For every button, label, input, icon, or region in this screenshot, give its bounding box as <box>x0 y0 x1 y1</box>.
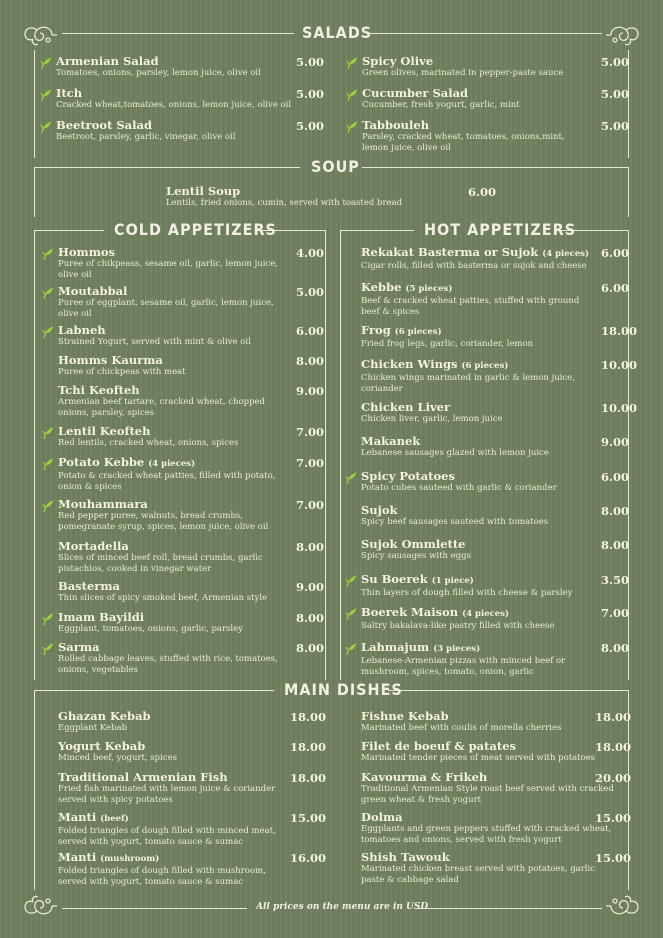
menu-item-description: Folded triangles of dough filled with minced meat, served with yogurt, tomato sauce & sumac <box>58 826 276 847</box>
menu-item-name <box>58 710 293 723</box>
leaf-icon <box>345 471 357 485</box>
menu-item-name <box>58 246 283 259</box>
menu-item-price: 8.00 <box>601 504 630 518</box>
menu-item-name <box>58 580 283 593</box>
menu-item-price: 18.00 <box>595 740 632 754</box>
menu-item-price: 5.00 <box>296 87 325 101</box>
menu-item-price: 18.00 <box>290 740 327 754</box>
menu-item-description: Folded triangles of dough filled with mushroom, served with yogurt, tomato sauce & sumac <box>58 866 266 887</box>
menu-item-description: Eggplant Kebab <box>58 723 128 733</box>
menu-item-description: Puree of eggplant, sesame oil, garlic, lemon juice, olive oil <box>58 298 274 319</box>
menu-item-price: 18.00 <box>290 771 327 785</box>
menu-item-name <box>166 185 456 198</box>
menu-item-quantity: (mushroom) <box>100 854 160 864</box>
menu-item-price: 6.00 <box>601 470 630 484</box>
menu-item-name-text: Dolma <box>361 810 403 824</box>
menu-item <box>361 281 591 317</box>
menu-item-name-text: Filet de boeuf & patates <box>361 739 516 753</box>
menu-item-name <box>361 641 591 656</box>
menu-item-description: Marinated chicken breast served with potatoes, garlic paste & cabbage salad <box>361 864 595 885</box>
menu-item-name-text: Manti <box>58 810 97 824</box>
leaf-icon <box>40 120 52 134</box>
menu-item <box>58 710 293 734</box>
menu-item-description: Red lentils, cracked wheat, onions, spices <box>58 438 239 448</box>
menu-item-description: Fried fish marinated with lemon juice & coriander served with spicy potatoes <box>58 784 276 805</box>
menu-item-name-text: Manti <box>58 850 97 864</box>
menu-item <box>361 641 591 677</box>
menu-item-price: 5.00 <box>296 285 325 299</box>
menu-item-description: Slices of minced beef roll, bread crumbs, garlic pistachios, cooked in vinegar water <box>58 553 263 574</box>
menu-item-price: 6.00 <box>468 185 497 199</box>
menu-item <box>361 811 616 845</box>
menu-item-price: 3.50 <box>601 573 630 587</box>
menu-item-name <box>58 354 283 367</box>
menu-item-name <box>361 470 591 483</box>
leaf-icon <box>42 499 54 513</box>
menu-item-price: 6.00 <box>601 246 630 260</box>
menu-item-name-text: Yogurt Kebab <box>58 739 146 753</box>
section-title-hot-appetizers: HOT APPETIZERS <box>424 220 577 239</box>
menu-item-name-text: Makanek <box>361 434 421 448</box>
menu-item-description: Eggplant, tomatoes, onions, garlic, parsley <box>58 624 243 634</box>
menu-item-name <box>361 246 591 261</box>
menu-item-name-text: Spicy Olive <box>362 54 434 68</box>
section-title-soup: SOUP <box>311 157 360 176</box>
menu-item-price: 6.00 <box>296 324 325 338</box>
menu-item-price: 15.00 <box>290 811 327 825</box>
menu-item-description: Cigar rolls, filled with basterma or sujok and cheese <box>361 261 587 271</box>
flourish-ornament-icon <box>605 22 641 48</box>
leaf-icon <box>345 607 357 621</box>
menu-item-price: 5.00 <box>601 87 630 101</box>
menu-item <box>58 324 283 348</box>
menu-item-name-text: Sujok Ommlette <box>361 537 466 551</box>
menu-item-price: 8.00 <box>296 641 325 655</box>
menu-item-price: 4.00 <box>296 246 325 260</box>
menu-item-name-text: Cucumber Salad <box>362 86 469 100</box>
menu-item-name-text: Chicken Liver <box>361 400 451 414</box>
flourish-ornament-icon <box>605 893 641 919</box>
menu-item-quantity: (beef) <box>100 814 129 824</box>
menu-item-description: Lebanese-Armenian pizzas with minced beef or mushroom, spices, tomato, onion, garlic <box>361 656 566 677</box>
menu-item-name-text: Mortadella <box>58 539 129 553</box>
menu-item <box>56 87 301 111</box>
menu-item <box>361 470 591 494</box>
menu-item <box>361 710 616 734</box>
menu-item <box>58 384 283 418</box>
menu-item <box>362 87 587 111</box>
menu-item-name-text: Potato Kebbe <box>58 455 145 469</box>
menu-item-price: 8.00 <box>296 540 325 554</box>
menu-item-name-text: Beetroot Salad <box>56 118 152 132</box>
menu-item-price: 5.00 <box>296 119 325 133</box>
menu-item-name <box>361 573 591 588</box>
flourish-ornament-icon <box>22 22 58 48</box>
menu-item-description: Lebanese sausages glazed with lemon juice <box>361 448 549 458</box>
menu-item-name-text: Basterma <box>58 579 120 593</box>
menu-item-name <box>58 324 283 337</box>
leaf-icon <box>42 286 54 300</box>
footer-note: All prices on the menu are in USD <box>256 902 429 912</box>
menu-item <box>361 851 616 885</box>
menu-item-description: Cracked wheat,tomatoes, onions, lemon juice, olive oil <box>56 100 292 110</box>
menu-item-price: 5.00 <box>601 119 630 133</box>
leaf-icon <box>42 247 54 261</box>
menu-item <box>58 811 293 847</box>
menu-item-description: Lentils, fried onions, cumin, served with toasted bread <box>166 198 403 208</box>
menu-item-description: Chicken wings marinated in garlic & lemon juice, coriander <box>361 373 575 394</box>
menu-item-name-text: Spicy Potatoes <box>361 469 455 483</box>
menu-item-name-text: Homms Kaurma <box>58 353 163 367</box>
menu-item-description: Red pepper puree, walnuts, bread crumbs, pomegranate syrup, spices, lemon juice, olive oil <box>58 511 269 532</box>
flourish-ornament-icon <box>22 893 58 919</box>
menu-item-name <box>58 285 283 298</box>
menu-item-quantity: (4 pieces) <box>542 249 590 259</box>
menu-item-price: 16.00 <box>290 851 327 865</box>
menu-item <box>166 185 456 209</box>
menu-item <box>58 498 283 532</box>
menu-item-description: Puree of chickpeas with meat <box>58 367 186 377</box>
menu-item-name <box>58 771 293 784</box>
menu-item <box>58 456 283 492</box>
menu-item <box>361 246 591 272</box>
menu-item-name <box>361 606 591 621</box>
menu-item-description: Potato & cracked wheat patties, filled with potato, onion & spices <box>58 471 276 492</box>
menu-item <box>58 740 293 764</box>
menu-item <box>58 851 293 887</box>
menu-item-description: Eggplants and green peppers stuffed with cracked wheat, tomatoes and onions, served with fresh yogurt <box>361 824 612 845</box>
menu-item-description: Saltry bakalava-like pastry filled with cheese <box>361 621 555 631</box>
menu-item-description: Marinated tender pieces of meat served with potatoes <box>361 753 596 763</box>
menu-item-description: Strained Yogurt, served with mint & olive oil <box>58 337 251 347</box>
menu-item <box>58 641 283 675</box>
menu-item-name <box>58 851 293 866</box>
menu-item-name-text: Labneh <box>58 323 106 337</box>
menu-item-name-text: Moutabbal <box>58 284 128 298</box>
menu-item-description: Fried frog legs, garlic, coriander, lemon <box>361 339 534 349</box>
menu-item-name <box>361 324 591 339</box>
menu-item-price: 20.00 <box>595 771 632 785</box>
leaf-icon <box>42 457 54 471</box>
menu-item-price: 10.00 <box>601 358 638 372</box>
menu-item <box>58 285 283 319</box>
menu-item-price: 8.00 <box>296 354 325 368</box>
menu-item-price: 8.00 <box>601 538 630 552</box>
menu-item-name-text: Tchi Keofteh <box>58 383 140 397</box>
menu-item-name-text: Fishne Kebab <box>361 709 449 723</box>
menu-item-name <box>362 87 587 100</box>
leaf-icon <box>42 426 54 440</box>
menu-item-description: Puree of chikpeass, sesame oil, garlic, lemon juice, olive oil <box>58 259 278 280</box>
menu-item-name <box>361 504 591 517</box>
leaf-icon <box>346 120 358 134</box>
menu-item-price: 15.00 <box>595 811 632 825</box>
menu-item-name <box>361 710 616 723</box>
menu-item-price: 5.00 <box>296 55 325 69</box>
menu-item-name-text: Imam Bayildi <box>58 610 145 624</box>
menu-item-name-text: Hommos <box>58 245 116 259</box>
menu-item <box>58 540 283 574</box>
menu-item-name <box>58 456 283 471</box>
menu-item-quantity: (3 pieces) <box>433 644 481 654</box>
menu-item <box>58 354 283 378</box>
leaf-icon <box>346 88 358 102</box>
menu-item-price: 7.00 <box>296 498 325 512</box>
menu-item <box>361 401 591 425</box>
menu-item-name <box>362 119 587 132</box>
menu-item-name-text: Su Boerek <box>361 572 428 586</box>
menu-item-quantity: (6 pieces) <box>394 327 442 337</box>
menu-item-description: Beef & cracked wheat patties, stuffed with ground beef & spices <box>361 296 580 317</box>
menu-item-name <box>361 538 591 551</box>
menu-item-name-text: Kavourma & Frikeh <box>361 770 488 784</box>
menu-item-price: 7.00 <box>296 456 325 470</box>
menu-item-name-text: Tabbouleh <box>362 118 430 132</box>
menu-item-name-text: Mouhammara <box>58 497 148 511</box>
menu-item-quantity: (1 piece) <box>431 576 474 586</box>
menu-item-name <box>58 498 283 511</box>
menu-item-name-text: Itch <box>56 86 83 100</box>
menu-item <box>361 435 591 459</box>
menu-item-price: 9.00 <box>296 580 325 594</box>
section-title-main-dishes: MAIN DISHES <box>284 680 403 699</box>
leaf-icon <box>346 56 358 70</box>
menu-item <box>58 580 283 604</box>
menu-item <box>361 573 591 599</box>
menu-item-name <box>58 425 283 438</box>
menu-item <box>56 119 301 143</box>
menu-item-quantity: (6 pieces) <box>461 361 509 371</box>
leaf-icon <box>42 612 54 626</box>
menu-item-price: 9.00 <box>296 384 325 398</box>
menu-item-name <box>361 281 591 296</box>
menu-item-description: Potato cubes sauteed with garlic & coriander <box>361 483 557 493</box>
menu-item-name <box>361 435 591 448</box>
menu-item-name-text: Traditional Armenian Fish <box>58 770 228 784</box>
menu-item-price: 8.00 <box>601 641 630 655</box>
menu-item-name <box>58 611 283 624</box>
leaf-icon <box>40 56 52 70</box>
menu-item <box>361 740 616 764</box>
menu-item <box>56 55 301 79</box>
menu-item-name <box>361 851 616 864</box>
menu-item-description: Marinated beef with coulis of morella cherries <box>361 723 562 733</box>
menu-item-quantity: (5 pieces) <box>405 284 453 294</box>
menu-item-name-text: Lentil Soup <box>166 184 241 198</box>
menu-item-name <box>361 358 591 373</box>
menu-item-name-text: Chicken Wings <box>361 357 458 371</box>
menu-item-name <box>58 740 293 753</box>
menu-item-name <box>58 540 283 553</box>
menu-item <box>58 611 283 635</box>
menu-item-price: 7.00 <box>296 425 325 439</box>
menu-item-name-text: Sarma <box>58 640 100 654</box>
menu-item <box>361 538 591 562</box>
menu-item-name <box>56 119 301 132</box>
menu-item <box>362 55 587 79</box>
menu-item <box>361 504 591 528</box>
menu-item-name <box>56 55 301 68</box>
leaf-icon <box>42 642 54 656</box>
menu-item-name-text: Ghazan Kebab <box>58 709 151 723</box>
menu-item-description: Cucumber, fresh yogurt, garlic, mint <box>362 100 520 110</box>
menu-item <box>362 119 587 153</box>
menu-item-name <box>58 384 283 397</box>
menu-item-price: 18.00 <box>601 324 638 338</box>
menu-item-description: Rolled cabbage leaves, stuffed with rice, tomatoes, onions, vegetables <box>58 654 278 675</box>
menu-item-description: Armenian beef tartare, cracked wheat, chopped onions, parsley, spices <box>58 397 265 418</box>
leaf-icon <box>345 574 357 588</box>
menu-item-price: 15.00 <box>595 851 632 865</box>
leaf-icon <box>42 325 54 339</box>
menu-item <box>361 771 616 805</box>
menu-item-name <box>362 55 587 68</box>
menu-item-name-text: Shish Tawouk <box>361 850 450 864</box>
section-title-salads: SALADS <box>302 23 373 42</box>
menu-item-price: 10.00 <box>601 401 638 415</box>
menu-item-description: Beetroot, parsley, garlic, vinegar, olive oil <box>56 132 236 142</box>
menu-item-price: 18.00 <box>595 710 632 724</box>
menu-item-description: Thin slices of spicy smoked beef, Armenian style <box>58 593 268 603</box>
menu-item-price: 6.00 <box>601 281 630 295</box>
menu-item-price: 5.00 <box>601 55 630 69</box>
menu-item-name-text: Kebbe <box>361 280 402 294</box>
menu-item-name-text: Lentil Keofteh <box>58 424 151 438</box>
menu-item-name-text: Rekakat Basterma or Sujok <box>361 245 539 259</box>
menu-item-name-text: Armenian Salad <box>56 54 159 68</box>
menu-item-description: Spicy beef sausages sauteed with tomatoes <box>361 517 549 527</box>
menu-item-quantity: (4 pieces) <box>148 459 196 469</box>
menu-item-name <box>58 641 283 654</box>
menu-item-description: Spicy sausages with eggs <box>361 551 471 561</box>
menu-item-description: Parsley, cracked wheat, tomatoes, onions,mint, lemon juice, olive oil <box>362 132 565 153</box>
menu-item <box>361 324 591 350</box>
menu-item-description: Traditional Armenian Style roast beef served with cracked green wheat & fresh yogurt <box>361 784 614 805</box>
menu-item <box>58 425 283 449</box>
menu-item <box>361 606 591 632</box>
leaf-icon <box>40 88 52 102</box>
menu-item <box>58 771 293 805</box>
menu-item-description: Tomatoes, onions, parsley, lemon juice, olive oil <box>56 68 261 78</box>
menu-item-price: 18.00 <box>290 710 327 724</box>
menu-item-description: Green olives, marinated in pepper-paste sauce <box>362 68 564 78</box>
menu-item-name <box>58 811 293 826</box>
menu-item-name-text: Frog <box>361 323 391 337</box>
menu-item-price: 7.00 <box>601 606 630 620</box>
menu-item-name <box>361 771 616 784</box>
menu-item-quantity: (4 pieces) <box>462 609 510 619</box>
menu-item-description: Chicken liver, garlic, lemon juice <box>361 414 503 424</box>
menu-item-name-text: Sujok <box>361 503 398 517</box>
menu-item-price: 8.00 <box>296 611 325 625</box>
menu-item-name-text: Lahmajum <box>361 640 430 654</box>
menu-item-name-text: Boerek Maison <box>361 605 459 619</box>
menu-item-description: Thin layers of dough filled with cheese & parsley <box>361 588 573 598</box>
menu-item-name <box>361 811 616 824</box>
menu-item <box>58 246 283 280</box>
menu-item-description: Minced beef, yogurt, spices <box>58 753 177 763</box>
menu-item-price: 9.00 <box>601 435 630 449</box>
menu-item <box>361 358 591 394</box>
menu-item-name <box>361 740 616 753</box>
menu-item-name <box>56 87 301 100</box>
section-title-cold-appetizers: COLD APPETIZERS <box>114 220 277 239</box>
leaf-icon <box>345 642 357 656</box>
menu-item-name <box>361 401 591 414</box>
